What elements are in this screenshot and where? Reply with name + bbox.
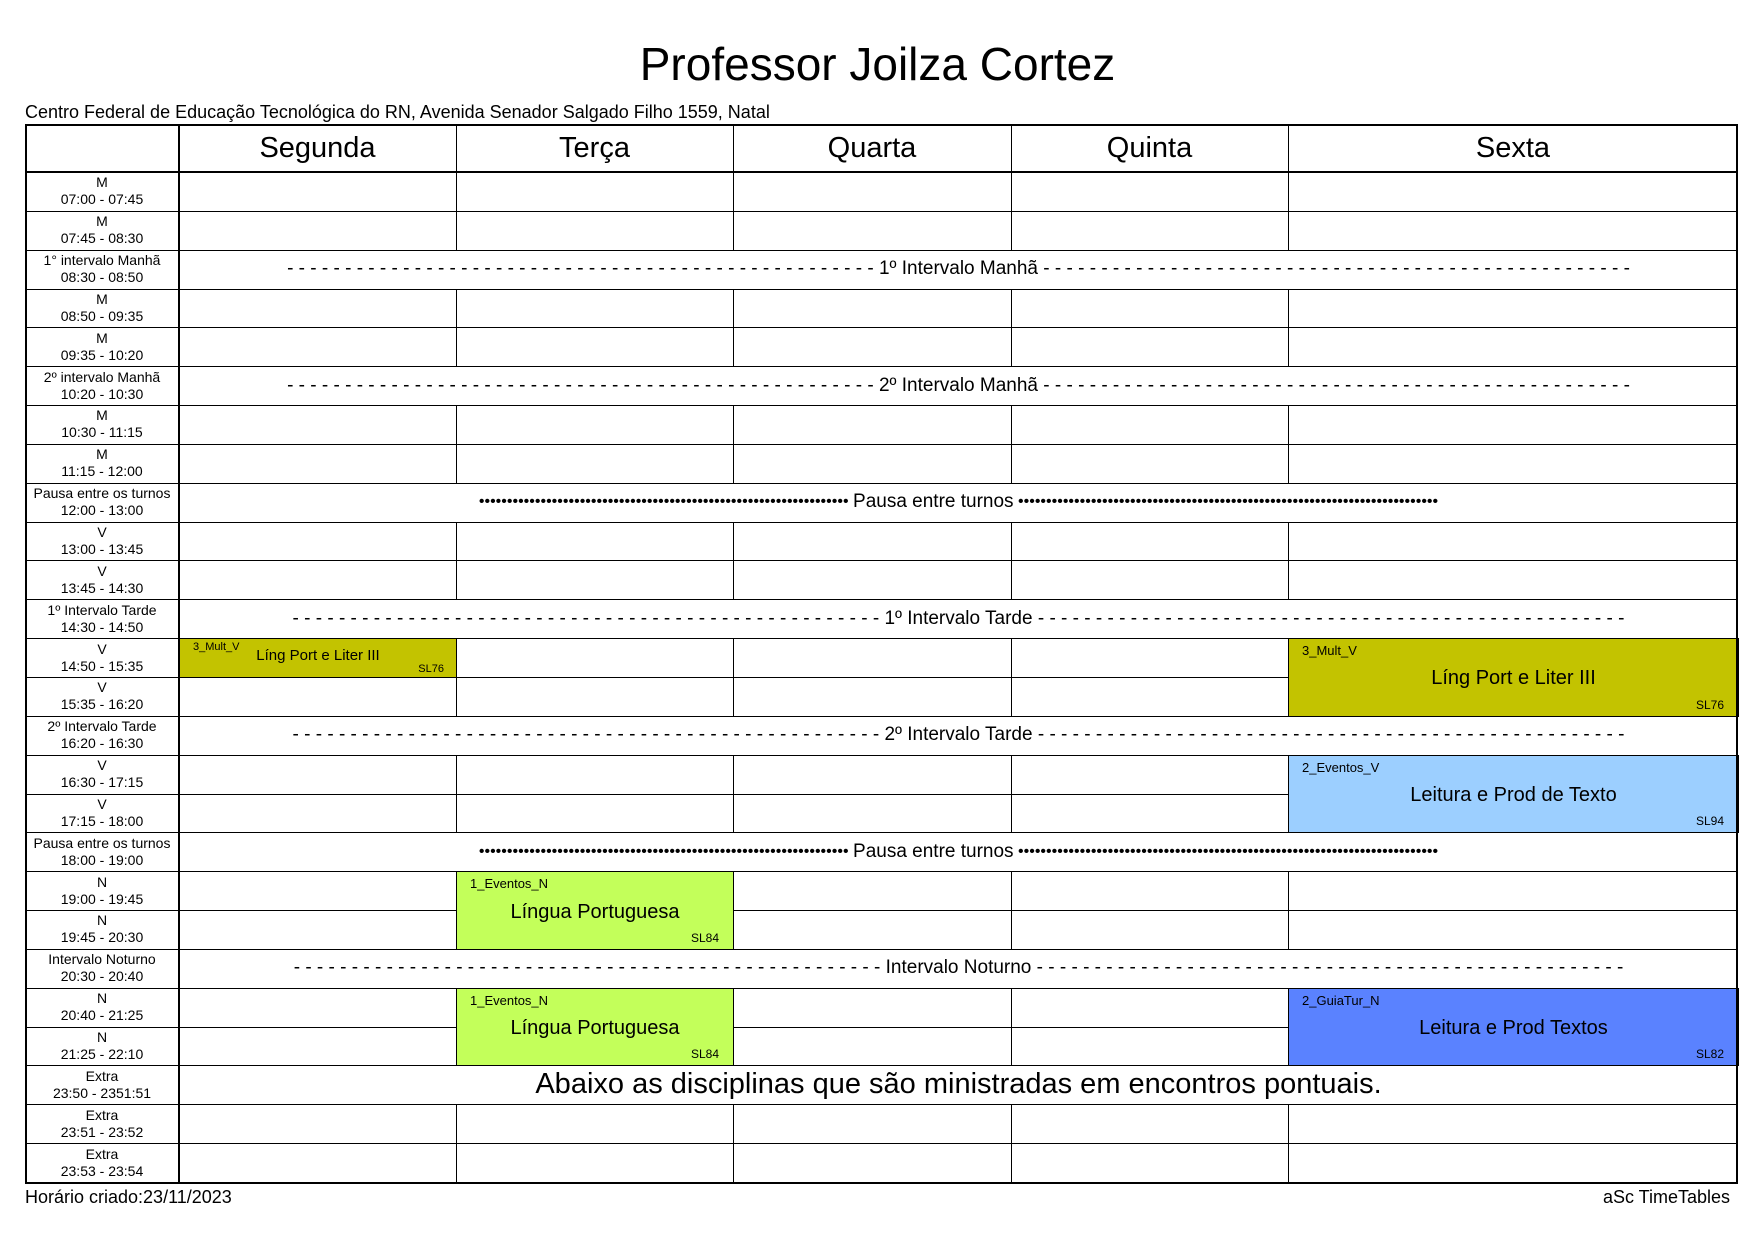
grid-line [1011, 522, 1012, 562]
break-label: 2º Intervalo Manhã [878, 374, 1039, 396]
break-label: 1º Intervalo Tarde [884, 607, 1033, 629]
lesson-group: 1_Eventos_N [470, 876, 549, 892]
grid-line [733, 755, 734, 795]
day-header: Terça [559, 131, 630, 164]
lesson-card[interactable] [1288, 755, 1739, 834]
slot-name: V [97, 640, 107, 657]
grid-line [25, 1104, 1738, 1105]
slot-time: 20:40 - 21:25 [60, 1007, 144, 1024]
grid-line [25, 560, 1738, 561]
grid-line [25, 910, 1738, 911]
lesson-subject: Língua Portuguesa [510, 900, 680, 923]
lesson-subject: Leitura e Prod de Texto [1410, 784, 1617, 807]
grid-line [1011, 1027, 1012, 1067]
time-slot-label [25, 677, 179, 716]
slot-name: N [96, 990, 108, 1007]
break-label: Pausa entre turnos [853, 840, 1014, 862]
grid-line [456, 327, 457, 367]
break-filler: - - - - - - - - - - - - - - - - - - - - - - - - - - - - - - - - - - - - - - - - - - - - - - - - - - - [287, 374, 879, 396]
day-header: Sexta [1475, 131, 1551, 164]
grid-line [1288, 211, 1289, 251]
grid-line [733, 638, 734, 678]
break-filler: ••••••••••••••••••••••••••••••••••••••••••••••••••••••••••••••••••••••••••• [1013, 842, 1439, 860]
grid-line [456, 405, 457, 445]
break-filler: •••••••••••••••••••••••••••••••••••••••••••••••••••••••••••••••••• [478, 493, 854, 511]
slot-name: M [96, 329, 108, 346]
grid-line [1288, 327, 1289, 367]
lesson-room: SL76 [418, 662, 444, 675]
slot-name: M [96, 407, 108, 424]
grid-line [456, 560, 457, 600]
time-slot-label [25, 1027, 179, 1066]
grid-line [1288, 871, 1289, 911]
slot-name: 1° intervalo Manhã [43, 252, 161, 269]
grid-line [456, 522, 457, 562]
time-slot-label [25, 327, 179, 366]
break-filler: - - - - - - - - - - - - - - - - - - - - - - - - - - - - - - - - - - - - - - - - - - - - - - - - - - - [287, 258, 879, 280]
grid-line [733, 289, 734, 329]
grid-line [1011, 327, 1012, 367]
lesson-subject: Líng Port e Liter III [256, 647, 380, 665]
slot-name: N [96, 1029, 108, 1046]
time-slot-label [25, 289, 179, 328]
grid-line [1011, 405, 1012, 445]
day-header: Quinta [1106, 131, 1193, 164]
slot-name: N [96, 912, 108, 929]
grid-line [456, 794, 457, 834]
lesson-card[interactable] [1288, 988, 1739, 1067]
grid-line [25, 211, 1738, 212]
slot-name: Extra [85, 1145, 119, 1162]
grid-line [1288, 172, 1289, 212]
created-date: Horário criado:23/11/2023 [25, 1187, 232, 1207]
lesson-room: SL84 [690, 930, 719, 945]
slot-time: 20:30 - 20:40 [60, 968, 144, 985]
grid-line [25, 289, 1738, 290]
slot-name: Pausa entre os turnos [33, 834, 171, 851]
timetable-grid [25, 124, 1738, 1184]
time-slot-label [25, 638, 179, 677]
slot-time: 16:30 - 17:15 [60, 774, 144, 791]
grid-line [1288, 289, 1289, 329]
grid-line [1288, 1143, 1289, 1183]
slot-time: 23:53 - 23:54 [60, 1162, 144, 1179]
break-row [179, 366, 1738, 405]
slot-name: M [96, 446, 108, 463]
grid-line [25, 1143, 1738, 1144]
time-slot-label [25, 522, 179, 561]
slot-time: 23:50 - 2351:51 [52, 1084, 152, 1101]
grid-line [733, 211, 734, 251]
grid-line [733, 444, 734, 484]
grid-line [1011, 638, 1012, 678]
grid-line [733, 405, 734, 445]
grid-line [1011, 124, 1012, 172]
slot-time: 13:00 - 13:45 [60, 541, 144, 558]
grid-line [733, 522, 734, 562]
slot-time: 19:45 - 20:30 [60, 929, 144, 946]
break-filler: - - - - - - - - - - - - - - - - - - - - - - - - - - - - - - - - - - - - - - - - - - - - - - - - - - - [1038, 258, 1630, 280]
grid-line [1288, 444, 1289, 484]
slot-name: M [96, 290, 108, 307]
brand-label: aSc TimeTables [1602, 1187, 1730, 1207]
grid-line [456, 1143, 457, 1183]
lesson-room: SL84 [690, 1047, 719, 1062]
time-slot-label [25, 1143, 179, 1182]
time-slot-label [25, 794, 179, 833]
break-filler: - - - - - - - - - - - - - - - - - - - - - - - - - - - - - - - - - - - - - - - - - - - - - - - - - - - [292, 607, 885, 629]
page-title: Professor Joilza Cortez [639, 38, 1116, 90]
lesson-card[interactable] [456, 871, 734, 950]
grid-line [1288, 124, 1289, 172]
grid-line [1011, 755, 1012, 795]
grid-line [1011, 211, 1012, 251]
time-slot-label [25, 483, 179, 522]
time-slot-label [25, 1065, 179, 1104]
break-row [179, 599, 1738, 638]
slot-name: V [97, 757, 107, 774]
slot-time: 19:00 - 19:45 [60, 890, 144, 907]
lesson-card[interactable] [456, 988, 734, 1067]
grid-line [25, 405, 1738, 406]
grid-line [733, 327, 734, 367]
slot-name: V [97, 562, 107, 579]
slot-time: 09:35 - 10:20 [60, 346, 144, 363]
slot-name: Extra [85, 1106, 119, 1123]
grid-line [1288, 1104, 1289, 1144]
break-filler: - - - - - - - - - - - - - - - - - - - - - - - - - - - - - - - - - - - - - - - - - - - - - - - - - - - [293, 957, 886, 979]
grid-line [456, 124, 457, 172]
slot-time: 10:30 - 11:15 [61, 424, 143, 441]
slot-name: Intervalo Noturno [48, 951, 156, 968]
time-slot-label [25, 405, 179, 444]
grid-line [1011, 1104, 1012, 1144]
grid-line [456, 755, 457, 795]
lesson-group: 3_Mult_V [193, 641, 240, 654]
break-row [179, 832, 1738, 871]
slot-time: 16:20 - 16:30 [60, 735, 144, 752]
slot-time: 21:25 - 22:10 [60, 1046, 144, 1063]
lesson-room: SL76 [1695, 697, 1724, 712]
slot-time: 12:00 - 13:00 [60, 502, 144, 519]
lesson-room: SL82 [1695, 1047, 1724, 1062]
day-header: Quarta [827, 131, 917, 164]
grid-line [456, 289, 457, 329]
time-slot-label [25, 250, 179, 289]
slot-time: 08:50 - 09:35 [60, 307, 144, 324]
slot-name: V [97, 795, 107, 812]
slot-time: 14:50 - 15:35 [60, 657, 144, 674]
extra-note: Abaixo as disciplinas que são ministradas em encontros pontuais. [535, 1068, 1382, 1101]
slot-name: 2º Intervalo Tarde [47, 718, 157, 735]
time-slot-label [25, 444, 179, 483]
time-slot-label [25, 560, 179, 599]
slot-name: 1º Intervalo Tarde [47, 601, 157, 618]
grid-line [733, 172, 734, 212]
slot-time: 07:00 - 07:45 [60, 191, 144, 208]
grid-line [1011, 444, 1012, 484]
grid-line [456, 1104, 457, 1144]
slot-name: M [96, 174, 108, 191]
slot-time: 14:30 - 14:50 [60, 618, 144, 635]
time-slot-label [25, 716, 179, 755]
slot-name: V [97, 679, 107, 696]
grid-line [25, 171, 1738, 173]
break-filler: - - - - - - - - - - - - - - - - - - - - - - - - - - - - - - - - - - - - - - - - - - - - - - - - - - - [1038, 374, 1630, 396]
grid-line [25, 871, 1738, 872]
grid-line [733, 560, 734, 600]
grid-line [25, 522, 1738, 523]
break-row [179, 250, 1738, 289]
lesson-card[interactable] [1288, 638, 1739, 717]
time-slot-label [25, 871, 179, 910]
grid-line [1011, 289, 1012, 329]
grid-line [733, 124, 734, 172]
time-slot-label [25, 172, 179, 211]
time-slot-label [25, 949, 179, 988]
lesson-subject: Leitura e Prod Textos [1419, 1017, 1608, 1040]
lesson-room: SL94 [1695, 814, 1724, 829]
grid-line [1011, 988, 1012, 1028]
time-slot-label [25, 211, 179, 250]
time-slot-label [25, 832, 179, 871]
lesson-group: 1_Eventos_N [470, 992, 549, 1008]
slot-name: Pausa entre os turnos [33, 485, 171, 502]
grid-line [1288, 522, 1289, 562]
break-row [179, 483, 1738, 522]
time-slot-label [25, 988, 179, 1027]
break-filler: - - - - - - - - - - - - - - - - - - - - - - - - - - - - - - - - - - - - - - - - - - - - - - - - - - - [1032, 607, 1625, 629]
slot-time: 18:00 - 19:00 [60, 851, 144, 868]
grid-line [25, 444, 1738, 445]
slot-time: 08:30 - 08:50 [60, 269, 144, 286]
time-slot-label [25, 910, 179, 949]
slot-name: N [96, 873, 108, 890]
grid-line [1011, 794, 1012, 834]
break-filler: - - - - - - - - - - - - - - - - - - - - - - - - - - - - - - - - - - - - - - - - - - - - - - - - - - - [1031, 957, 1624, 979]
lesson-group: 3_Mult_V [1302, 643, 1357, 659]
grid-line [456, 211, 457, 251]
break-label: Pausa entre turnos [853, 491, 1014, 513]
slot-name: 2º intervalo Manhã [43, 368, 161, 385]
grid-line [1011, 560, 1012, 600]
slot-time: 10:20 - 10:30 [60, 385, 144, 402]
break-filler: ••••••••••••••••••••••••••••••••••••••••••••••••••••••••••••••••••••••••••• [1013, 493, 1439, 511]
day-header: Segunda [259, 131, 376, 164]
lesson-subject: Líng Port e Liter III [1431, 667, 1596, 690]
grid-line [25, 327, 1738, 328]
time-slot-label [25, 755, 179, 794]
break-filler: - - - - - - - - - - - - - - - - - - - - - - - - - - - - - - - - - - - - - - - - - - - - - - - - - - - [1032, 724, 1625, 746]
grid-line [1288, 560, 1289, 600]
break-filler: - - - - - - - - - - - - - - - - - - - - - - - - - - - - - - - - - - - - - - - - - - - - - - - - - - - [292, 724, 885, 746]
grid-line [733, 794, 734, 834]
grid-line [1011, 1143, 1012, 1183]
break-label: Intervalo Noturno [885, 957, 1032, 979]
lesson-subject: Língua Portuguesa [510, 1017, 680, 1040]
slot-name: M [96, 213, 108, 230]
grid-line [1011, 677, 1012, 717]
slot-time: 23:51 - 23:52 [60, 1123, 144, 1140]
grid-line [733, 1143, 734, 1183]
grid-line [1288, 910, 1289, 950]
slot-time: 13:45 - 14:30 [60, 579, 144, 596]
break-filler: •••••••••••••••••••••••••••••••••••••••••••••••••••••••••••••••••• [478, 842, 854, 860]
school-address: Centro Federal de Educação Tecnológica do RN, Avenida Senador Salgado Filho 1559, Natal [25, 102, 770, 122]
break-label: 2º Intervalo Tarde [884, 724, 1033, 746]
break-row [179, 949, 1738, 988]
grid-line [733, 1104, 734, 1144]
grid-line [456, 677, 457, 717]
grid-line [733, 677, 734, 717]
grid-line [456, 172, 457, 212]
lesson-card[interactable] [179, 638, 457, 678]
time-slot-label [25, 599, 179, 638]
slot-name: V [97, 524, 107, 541]
lesson-group: 2_Eventos_V [1302, 759, 1380, 775]
slot-time: 15:35 - 16:20 [60, 696, 144, 713]
break-row [179, 716, 1738, 755]
break-label: 1º Intervalo Manhã [878, 258, 1039, 280]
time-slot-label [25, 366, 179, 405]
slot-time: 07:45 - 08:30 [60, 230, 144, 247]
grid-line [1288, 405, 1289, 445]
slot-name: Extra [85, 1067, 119, 1084]
grid-line [1011, 910, 1012, 950]
grid-line [1011, 871, 1012, 911]
slot-time: 17:15 - 18:00 [60, 812, 144, 829]
grid-line [456, 444, 457, 484]
lesson-group: 2_GuiaTur_N [1302, 992, 1380, 1008]
grid-line [1011, 172, 1012, 212]
slot-time: 11:15 - 12:00 [61, 463, 143, 480]
time-slot-label [25, 1104, 179, 1143]
